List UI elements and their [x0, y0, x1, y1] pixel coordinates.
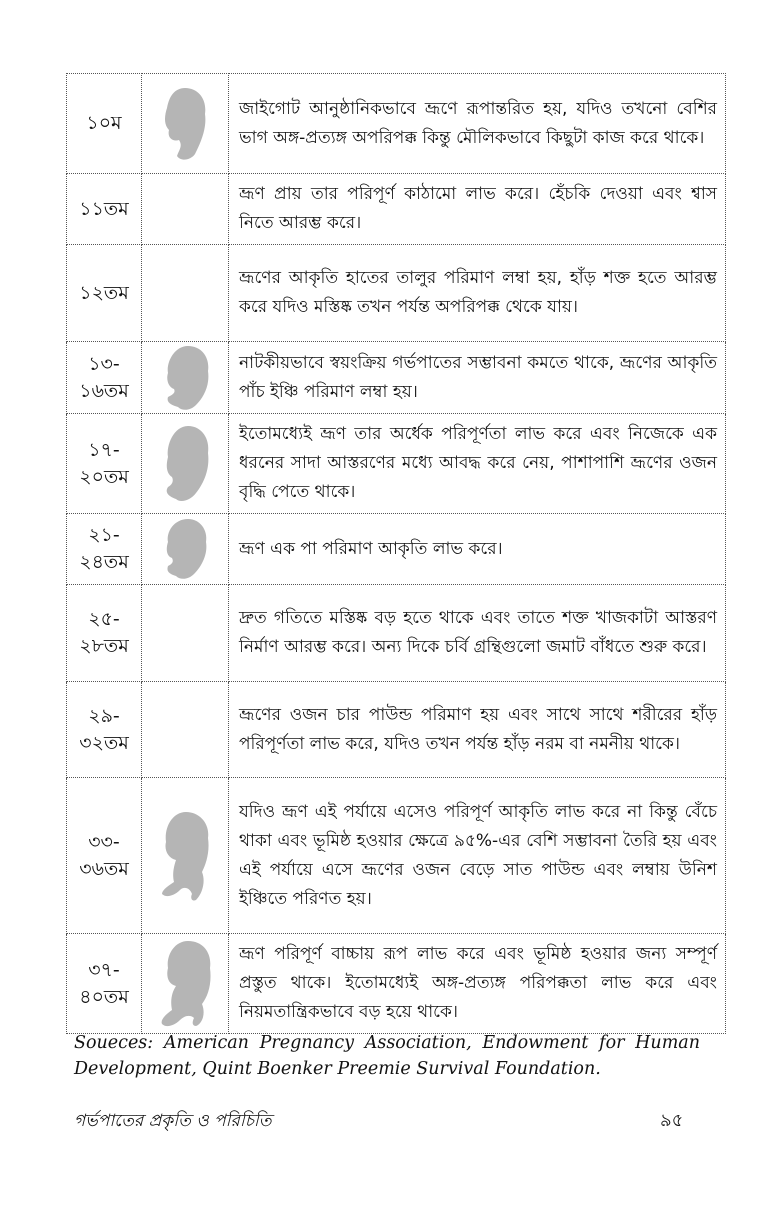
week-end: ১৬তম	[79, 379, 129, 402]
table-row	[67, 414, 726, 514]
description-cell: দ্রুত গতিতে মস্তিষ্ক বড় হতে থাকে এবং তাতে শক্ত খাজকাটা আস্তরণ নির্মাণ আরম্ভ করে। অন্য দিকে চর্বি গ্রন্থিগুলো জমাট বাঁধতে শুরু করে।	[229, 585, 726, 682]
description-cell: যদিও ভ্রূণ এই পর্যায়ে এসেও পরিপূর্ণ আকৃতি লাভ করে না কিন্তু বেঁচে থাকা এবং ভূমিষ্ঠ হওয়ার ক্ষেত্রে ৯৫%-এর বেশি সম্ভাবনা তৈরি হয় এবং এই পর্যায়ে এসে ভ্রূণের ওজন বেড়ে সাত পাউন্ড এবং লম্বায় উনিশ ইঞ্চিতে পরিণত হয়।	[229, 778, 726, 934]
running-footer-title: গর্ভপাতের প্রকৃতি ও পরিচিতি	[74, 1111, 272, 1131]
description-cell: ভ্রূণ প্রায় তার পরিপূর্ণ কাঠামো লাভ করে। হেঁচকি দেওয়া এবং শ্বাস নিতে আরম্ভ করে।	[229, 174, 726, 245]
week-cell	[67, 514, 142, 585]
week-end: ২০তম	[79, 465, 129, 488]
description-cell: ভ্রূণ এক পা পরিমাণ আকৃতি লাভ করে।	[229, 514, 726, 585]
week-start: ১৩-	[88, 352, 120, 375]
week-end: ৩২তম	[79, 731, 129, 754]
week-cell: ১১তম	[67, 174, 142, 245]
page-number: ৯৫	[660, 1110, 684, 1131]
fetus-image-cell	[142, 514, 229, 585]
fetus-icon	[155, 84, 215, 164]
week-cell	[67, 934, 142, 1034]
week-start: ২৫-	[88, 608, 120, 630]
description-cell: জাইগোট আনুষ্ঠানিকভাবে ভ্রূণে রূপান্তরিত হয়, যদিও তখনো বেশির ভাগ অঙ্গ-প্রত্যঙ্গ অপরিপক্ক কিন্তু মৌলিকভাবে কিছুটা কাজ করে থাকে।	[229, 74, 726, 174]
table-row	[67, 934, 726, 1034]
fetus-image-cell	[142, 414, 229, 514]
description-cell: ভ্রূণের আকৃতি হাতের তালুর পরিমাণ লম্বা হয়, হাঁড় শক্ত হতে আরম্ভ করে যদিও মস্তিষ্ক তখন পর্যন্ত অপরিপক্ক থেকে যায়।	[229, 245, 726, 342]
week-cell	[67, 778, 142, 934]
table-row	[67, 585, 726, 682]
week-cell	[67, 342, 142, 414]
table-row	[67, 514, 726, 585]
fetus-image-cell	[142, 174, 229, 245]
fetus-icon	[152, 938, 218, 1030]
week-start: ৩৩-	[88, 830, 120, 853]
description-cell: ইতোমধ্যেই ভ্রূণ তার অর্ধেক পরিপূর্ণতা লাভ করে এবং নিজেকে এক ধরনের সাদা আস্তরণের মধ্যে আবদ্ধ করে নেয়, পাশাপাশি ভ্রূণের ওজন বৃদ্ধি পেতে থাকে।	[229, 414, 726, 514]
week-cell: ১০ম	[67, 74, 142, 174]
fetus-icon	[156, 423, 214, 505]
fetus-image-cell	[142, 682, 229, 778]
table-row	[67, 342, 726, 414]
week-start: ২১-	[88, 524, 120, 546]
week-start: ৩৭-	[88, 958, 120, 981]
table-row	[67, 74, 726, 174]
fetus-icon	[158, 516, 212, 582]
fetus-image-cell	[142, 585, 229, 682]
table-row	[67, 682, 726, 778]
fetal-development-table	[66, 73, 726, 1034]
description-cell: নাটকীয়ভাবে স্বয়ংক্রিয় গর্ভপাতের সম্ভাবনা কমতে থাকে, ভ্রূণের আকৃতি পাঁচ ইঞ্চি পরিমাণ লম্বা হয়।	[229, 342, 726, 414]
week-end: ২৪তম	[79, 551, 129, 573]
fetus-image-cell	[142, 342, 229, 414]
week-end: ২৮তম	[79, 635, 129, 657]
week-start: ২৯-	[88, 704, 120, 727]
week-end: ৪০তম	[79, 985, 129, 1008]
table-row	[67, 778, 726, 934]
fetus-image-cell	[142, 74, 229, 174]
table-row	[67, 174, 726, 245]
week-cell	[67, 682, 142, 778]
week-cell	[67, 414, 142, 514]
description-cell: ভ্রূণের ওজন চার পাউন্ড পরিমাণ হয় এবং সাথে সাথে শরীরের হাঁড় পরিপূর্ণতা লাভ করে, যদিও তখন পর্যন্ত হাঁড় নরম বা নমনীয় থাকে।	[229, 682, 726, 778]
week-cell	[67, 585, 142, 682]
sources-note: Soueces: American Pregnancy Association, Endowment for Human Development, Quint Boenker Preemie Survival Foundation.	[74, 1033, 700, 1079]
week-cell: ১২তম	[67, 245, 142, 342]
description-cell: ভ্রূণ পরিপূর্ণ বাচ্চায় রূপ লাভ করে এবং ভূমিষ্ঠ হওয়ার জন্য সম্পূর্ণ প্রস্তুত থাকে। ইতোমধ্যেই অঙ্গ-প্রত্যঙ্গ পরিপক্কতা লাভ করে এবং নিয়মতান্ত্রিকভাবে বড় হয়ে থাকে।	[229, 934, 726, 1034]
fetus-image-cell	[142, 934, 229, 1034]
week-start: ১৭-	[88, 438, 120, 461]
fetus-icon	[152, 808, 218, 904]
fetus-icon	[156, 343, 214, 413]
week-end: ৩৬তম	[79, 857, 129, 880]
fetus-image-cell	[142, 245, 229, 342]
table-row	[67, 245, 726, 342]
fetus-image-cell	[142, 778, 229, 934]
